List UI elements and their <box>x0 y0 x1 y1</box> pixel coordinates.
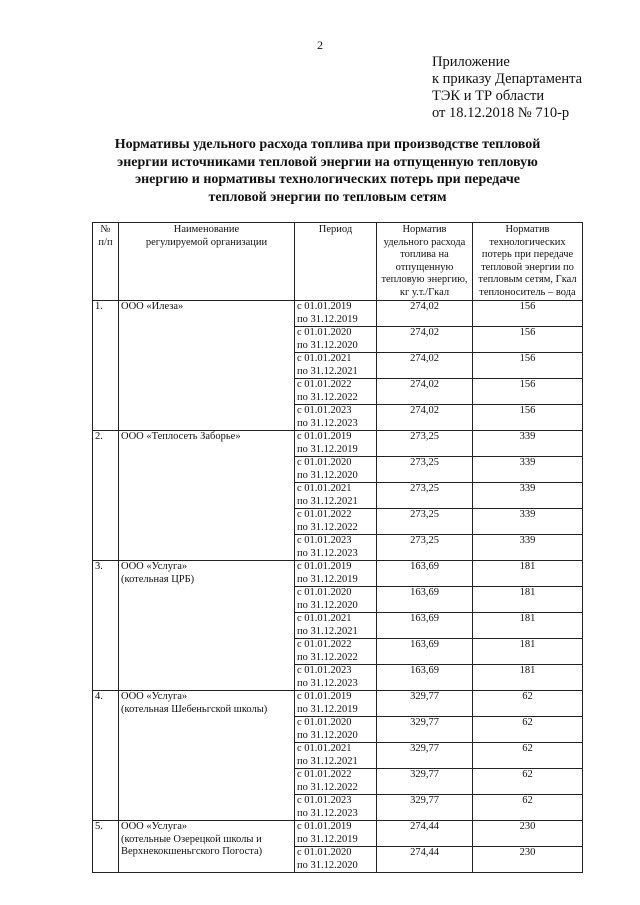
period-to: по 31.12.2022 <box>297 391 358 403</box>
period-cell <box>295 405 377 431</box>
period-to: по 31.12.2020 <box>297 339 358 351</box>
loss-norm-value: 230 <box>473 847 583 873</box>
header-line: № <box>100 224 111 235</box>
loss-norm-value: 62 <box>473 795 583 821</box>
period-cell <box>295 769 377 795</box>
period-from: с 01.01.2021 <box>297 743 352 754</box>
period-to: по 31.12.2020 <box>297 729 358 741</box>
loss-norm-value: 156 <box>473 301 583 327</box>
organization-name <box>119 301 295 431</box>
period-from: с 01.01.2023 <box>297 665 352 676</box>
organization-name <box>119 431 295 561</box>
title-line: Нормативы удельного расхода топлива при производстве тепловой <box>114 137 541 152</box>
organization-line: (котельная ЦРБ) <box>121 573 195 585</box>
period-cell <box>295 327 377 353</box>
fuel-norm-value: 273,25 <box>377 431 473 457</box>
row-number: 4. <box>93 691 119 821</box>
period-from: с 01.01.2023 <box>297 405 352 416</box>
loss-norm-value: 181 <box>473 613 583 639</box>
fuel-norm-value: 163,69 <box>377 665 473 691</box>
period-from: с 01.01.2019 <box>297 561 352 572</box>
organization-line: ООО «Услуга» <box>121 561 188 572</box>
header-line: топлива на <box>400 249 449 260</box>
header-line: тепловую энергию, <box>381 274 468 285</box>
fuel-norm-value: 274,44 <box>377 821 473 847</box>
organization-line: (котельная Шебеньгской школы) <box>121 703 268 715</box>
period-cell <box>295 613 377 639</box>
fuel-norm-value: 163,69 <box>377 639 473 665</box>
period-to: по 31.12.2021 <box>297 755 358 767</box>
loss-norm-value: 62 <box>473 691 583 717</box>
fuel-norm-value: 163,69 <box>377 613 473 639</box>
period-to: по 31.12.2022 <box>297 521 358 533</box>
period-from: с 01.01.2022 <box>297 639 352 650</box>
fuel-norm-value: 273,25 <box>377 509 473 535</box>
period-to: по 31.12.2022 <box>297 651 358 663</box>
header-line: п/п <box>98 236 113 248</box>
loss-norm-value: 62 <box>473 743 583 769</box>
period-from: с 01.01.2020 <box>297 587 352 598</box>
organization-line: ООО «Илеза» <box>121 301 184 312</box>
period-from: с 01.01.2023 <box>297 535 352 546</box>
period-from: с 01.01.2022 <box>297 769 352 780</box>
fuel-norm-value: 274,02 <box>377 353 473 379</box>
period-from: с 01.01.2020 <box>297 327 352 338</box>
fuel-norm-value: 274,02 <box>377 301 473 327</box>
fuel-norm-value: 329,77 <box>377 795 473 821</box>
period-to: по 31.12.2023 <box>297 417 358 429</box>
period-to: по 31.12.2020 <box>297 469 358 481</box>
header-loss-norm <box>473 223 583 301</box>
loss-norm-value: 339 <box>473 431 583 457</box>
appendix-line: от 18.12.2018 № 710-р <box>432 105 570 121</box>
loss-norm-value: 339 <box>473 457 583 483</box>
fuel-norm-value: 274,02 <box>377 327 473 353</box>
loss-norm-value: 62 <box>473 717 583 743</box>
title-line: энергии источниками тепловой энергии на отпущенную тепловую <box>117 154 538 170</box>
loss-norm-value: 181 <box>473 587 583 613</box>
appendix-line: ТЭК и ТР области <box>432 88 545 104</box>
header-number <box>93 223 119 301</box>
organization-name <box>119 561 295 691</box>
fuel-norm-value: 273,25 <box>377 535 473 561</box>
period-to: по 31.12.2019 <box>297 443 358 455</box>
period-from: с 01.01.2022 <box>297 509 352 520</box>
table-row <box>93 561 583 587</box>
fuel-norm-value: 329,77 <box>377 691 473 717</box>
loss-norm-value: 339 <box>473 535 583 561</box>
period-from: с 01.01.2021 <box>297 483 352 494</box>
fuel-norm-value: 329,77 <box>377 743 473 769</box>
header-line: технологических <box>489 236 566 248</box>
period-cell <box>295 691 377 717</box>
fuel-norm-value: 274,02 <box>377 379 473 405</box>
fuel-norm-value: 273,25 <box>377 483 473 509</box>
fuel-norm-value: 163,69 <box>377 561 473 587</box>
fuel-norm-value: 273,25 <box>377 457 473 483</box>
loss-norm-value: 181 <box>473 639 583 665</box>
period-cell <box>295 821 377 847</box>
period-from: с 01.01.2019 <box>297 301 352 312</box>
organization-line: Верхнекокшеньгского Погоста) <box>121 846 263 857</box>
period-from: с 01.01.2020 <box>297 847 352 858</box>
loss-norm-value: 181 <box>473 665 583 691</box>
header-line: Норматив <box>505 224 550 235</box>
period-to: по 31.12.2021 <box>297 625 358 637</box>
row-number: 1. <box>93 301 119 431</box>
header-line: удельного расхода <box>383 236 466 248</box>
period-cell <box>295 743 377 769</box>
table-row <box>93 821 583 847</box>
header-line: тепловой энергии по <box>481 261 574 273</box>
row-number: 2. <box>93 431 119 561</box>
period-cell <box>295 847 377 873</box>
period-to: по 31.12.2021 <box>297 365 358 377</box>
period-cell <box>295 665 377 691</box>
header-organization <box>119 223 295 301</box>
period-from: с 01.01.2019 <box>297 821 352 832</box>
period-cell <box>295 561 377 587</box>
period-to: по 31.12.2019 <box>297 833 358 845</box>
table-row <box>93 691 583 717</box>
period-to: по 31.12.2020 <box>297 599 358 611</box>
header-line: тепловым сетям, Гкал <box>478 274 577 285</box>
period-from: с 01.01.2019 <box>297 431 352 442</box>
period-cell <box>295 535 377 561</box>
title-line: энергию и нормативы технологических потерь при передаче <box>135 172 520 187</box>
header-line: Норматив <box>402 224 447 235</box>
loss-norm-value: 156 <box>473 405 583 431</box>
norms-table <box>92 222 583 873</box>
period-from: с 01.01.2022 <box>297 379 352 390</box>
fuel-norm-value: 274,44 <box>377 847 473 873</box>
period-to: по 31.12.2021 <box>297 495 358 507</box>
appendix-line: к приказу Департамента <box>432 71 583 87</box>
header-line: кг у.т./Гкал <box>399 286 450 298</box>
period-from: с 01.01.2019 <box>297 691 352 702</box>
loss-norm-value: 181 <box>473 561 583 587</box>
organization-line: (котельные Озерецкой школы и <box>121 833 262 845</box>
period-cell <box>295 483 377 509</box>
table-body <box>93 301 583 873</box>
period-cell <box>295 431 377 457</box>
header-fuel-norm <box>377 223 473 301</box>
title-line: тепловой энергии по тепловым сетям <box>208 189 447 205</box>
period-to: по 31.12.2023 <box>297 547 358 559</box>
header-line: регулируемой организации <box>145 236 268 248</box>
fuel-norm-value: 163,69 <box>377 587 473 613</box>
organization-name <box>119 691 295 821</box>
organization-name <box>119 821 295 873</box>
period-cell <box>295 301 377 327</box>
table-row <box>93 301 583 327</box>
fuel-norm-value: 329,77 <box>377 769 473 795</box>
period-to: по 31.12.2019 <box>297 313 358 325</box>
period-from: с 01.01.2023 <box>297 795 352 806</box>
period-from: с 01.01.2021 <box>297 613 352 624</box>
period-cell <box>295 717 377 743</box>
period-to: по 31.12.2023 <box>297 807 358 819</box>
loss-norm-value: 62 <box>473 769 583 795</box>
page-number: 2 <box>317 38 323 52</box>
period-to: по 31.12.2022 <box>297 781 358 793</box>
table-row <box>93 431 583 457</box>
loss-norm-value: 156 <box>473 327 583 353</box>
period-cell <box>295 353 377 379</box>
period-to: по 31.12.2023 <box>297 677 358 689</box>
period-cell <box>295 587 377 613</box>
loss-norm-value: 339 <box>473 509 583 535</box>
fuel-norm-value: 329,77 <box>377 717 473 743</box>
header-line: потерь при передаче <box>481 249 574 260</box>
loss-norm-value: 156 <box>473 379 583 405</box>
header-line: Наименование <box>173 224 240 235</box>
header-line: Период <box>318 224 353 235</box>
header-line: теплоноситель – вода <box>479 286 576 298</box>
period-cell <box>295 639 377 665</box>
loss-norm-value: 339 <box>473 483 583 509</box>
organization-line: ООО «Услуга» <box>121 821 188 832</box>
period-cell <box>295 379 377 405</box>
row-number: 3. <box>93 561 119 691</box>
header-line: отпущенную <box>395 261 454 273</box>
loss-norm-value: 156 <box>473 353 583 379</box>
period-from: с 01.01.2021 <box>297 353 352 364</box>
appendix-line: Приложение <box>432 54 510 70</box>
appendix-block <box>432 54 582 122</box>
table-header-row <box>93 223 583 301</box>
organization-line: ООО «Теплосеть Заборье» <box>121 431 241 442</box>
period-cell <box>295 457 377 483</box>
organization-line: ООО «Услуга» <box>121 691 188 702</box>
period-to: по 31.12.2019 <box>297 703 358 715</box>
period-to: по 31.12.2020 <box>297 859 358 871</box>
period-from: с 01.01.2020 <box>297 457 352 468</box>
fuel-norm-value: 274,02 <box>377 405 473 431</box>
header-period <box>295 223 377 301</box>
period-from: с 01.01.2020 <box>297 717 352 728</box>
period-to: по 31.12.2019 <box>297 573 358 585</box>
row-number: 5. <box>93 821 119 873</box>
document-title <box>60 136 595 206</box>
loss-norm-value: 230 <box>473 821 583 847</box>
period-cell <box>295 795 377 821</box>
period-cell <box>295 509 377 535</box>
